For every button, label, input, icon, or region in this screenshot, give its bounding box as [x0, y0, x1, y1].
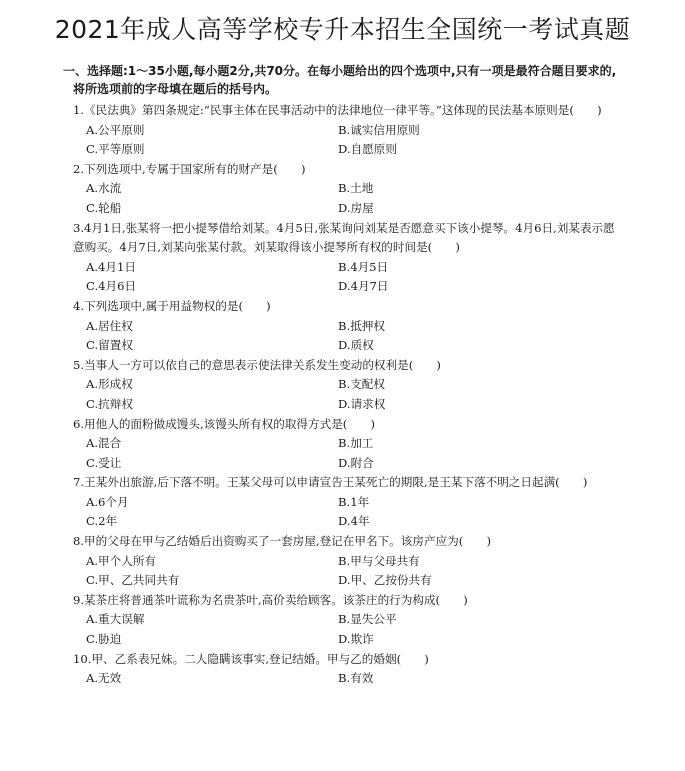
option-grid [86, 552, 621, 591]
answer-option: C.2年 [86, 514, 118, 529]
answer-option: A.6个月 [86, 494, 129, 509]
question-2 [73, 160, 621, 219]
question-stem: 9.某茶庄将普通茶叶谎称为名贵茶叶,高价卖给顾客。该茶庄的行为构成( ) [73, 592, 468, 607]
question-stem: 10.甲、乙系表兄妹。二人隐瞒该事实,登记结婚。甲与乙的婚姻( ) [73, 651, 429, 666]
option-grid [86, 317, 621, 356]
question-10 [73, 650, 621, 689]
question-stem: 5.当事人一方可以依自己的意思表示使法律关系发生变动的权利是( ) [73, 357, 441, 372]
question-3 [73, 219, 621, 297]
option-grid [86, 375, 621, 414]
answer-option: C.抗辩权 [86, 396, 133, 411]
answer-option: B.抵押权 [338, 318, 385, 333]
answer-option: C.甲、乙共同共有 [86, 573, 180, 588]
answer-option: C.留置权 [86, 338, 133, 353]
answer-option: C.4月6日 [86, 279, 137, 294]
question-5 [73, 356, 621, 415]
answer-option: A.重大误解 [86, 612, 145, 627]
answer-option: C.轮船 [86, 200, 122, 215]
answer-option: B.有效 [338, 671, 374, 686]
answer-option: B.1年 [338, 494, 370, 509]
question-4 [73, 297, 621, 356]
question-stem: 1.《民法典》第四条规定:“民事主体在民事活动中的法律地位一律平等。”这体现的民法基本原则是( ) [73, 103, 602, 117]
answer-option: B.支配权 [338, 377, 385, 392]
option-grid [86, 610, 621, 649]
answer-option: A.混合 [86, 436, 122, 451]
answer-option: D.请求权 [338, 396, 386, 411]
answer-option: D.自愿原则 [338, 142, 397, 157]
answer-option: B.4月5日 [338, 259, 389, 274]
question-9 [73, 591, 621, 650]
option-grid [86, 179, 621, 218]
option-grid [86, 434, 621, 473]
answer-option: D.附合 [338, 455, 374, 470]
answer-option: A.水流 [86, 181, 122, 196]
question-1 [73, 101, 621, 160]
answer-option: B.诚实信用原则 [338, 122, 420, 137]
answer-option: D.房屋 [338, 200, 374, 215]
answer-option: A.居住权 [86, 318, 133, 333]
answer-option: A.无效 [86, 671, 122, 686]
answer-option: A.甲个人所有 [86, 553, 157, 568]
question-stem: 8.甲的父母在甲与乙结婚后出资购买了一套房屋,登记在甲名下。该房产应为( ) [73, 534, 491, 549]
answer-option: B.甲与父母共有 [338, 553, 420, 568]
answer-option: B.显失公平 [338, 612, 397, 627]
answer-option: C.平等原则 [86, 142, 145, 157]
option-grid [86, 493, 621, 532]
answer-option: B.加工 [338, 436, 374, 451]
question-stem: 6.用他人的面粉做成馒头,该馒头所有权的取得方式是( ) [73, 416, 376, 431]
question-6 [73, 415, 621, 474]
question-stem: 7.王某外出旅游,后下落不明。王某父母可以申请宣告王某死亡的期限,是王某下落不明之日起满( ) [73, 475, 588, 490]
answer-option: D.质权 [338, 338, 374, 353]
answer-option: A.公平原则 [86, 122, 145, 137]
question-stem: 4.下列选项中,属于用益物权的是( ) [73, 298, 271, 313]
section-heading: 一、选择题:1～35小题,每小题2分,共70分。在每小题给出的四个选项中,只有一项是最符合题目要求的,将所选项前的字母填在题后的括号内。 [63, 64, 617, 96]
option-grid [86, 669, 621, 689]
question-stem: 2.下列选项中,专属于国家所有的财产是( ) [73, 161, 306, 176]
answer-option: C.胁迫 [86, 632, 122, 647]
option-grid [86, 258, 621, 297]
question-7 [73, 473, 621, 532]
answer-option: D.4年 [338, 514, 370, 529]
answer-option: A.4月1日 [86, 259, 136, 274]
question-stem: 3.4月1日,张某将一把小提琴借给刘某。4月5日,张某询问刘某是否愿意买下该小提琴。4月6日,刘某表示愿意购买。4月7日,刘某向张某付款。刘某取得该小提琴所有权的时间是( ) [73, 220, 615, 255]
answer-option: A.形成权 [86, 377, 133, 392]
answer-option: D.甲、乙按份共有 [338, 573, 432, 588]
answer-option: B.土地 [338, 181, 374, 196]
answer-option: D.4月7日 [338, 279, 389, 294]
answer-option: D.欺诈 [338, 632, 374, 647]
answer-option: C.受让 [86, 455, 122, 470]
question-8 [73, 532, 621, 591]
option-grid [86, 121, 621, 160]
question-list [0, 101, 685, 689]
exam-title: 2021年成人高等学校专升本招生全国统一考试真题 [54, 15, 631, 44]
